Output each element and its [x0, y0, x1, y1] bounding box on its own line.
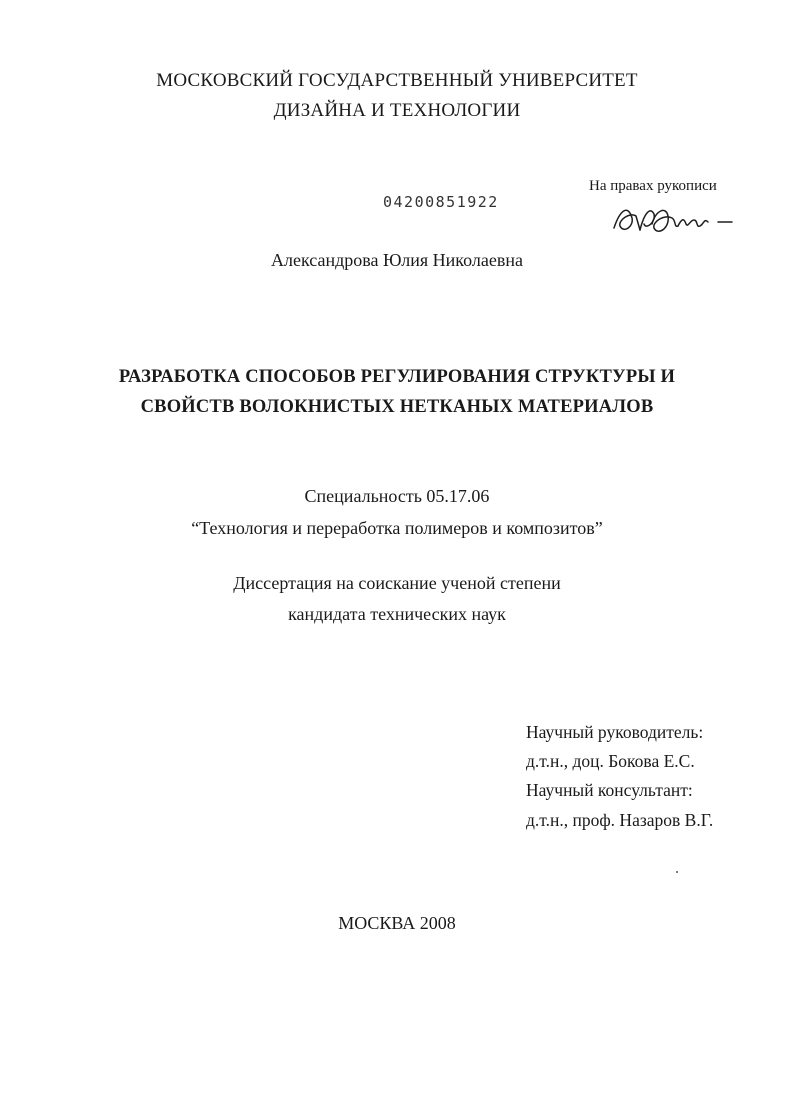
manuscript-rights-note: На правах рукописи [589, 178, 717, 194]
scan-speck [676, 871, 678, 873]
degree-line2: кандидата технических наук [288, 604, 506, 624]
dissertation-title-line2: СВОЙСТВ ВОЛОКНИСТЫХ НЕТКАНЫХ МАТЕРИАЛОВ [140, 397, 654, 417]
advisor-name: д.т.н., доц. Бокова Е.С. [526, 751, 695, 771]
degree-line1: Диссертация на соискание ученой степени [233, 573, 561, 593]
registration-code: 04200851922 [383, 193, 499, 211]
author-name: Александрова Юлия Николаевна [271, 250, 523, 270]
handwritten-signature [610, 200, 740, 242]
advisor-label: Научный руководитель: [526, 722, 704, 742]
consultant-label: Научный консультант: [526, 780, 693, 800]
consultant-name: д.т.н., проф. Назаров В.Г. [526, 810, 714, 830]
dissertation-title-line1: РАЗРАБОТКА СПОСОБОВ РЕГУЛИРОВАНИЯ СТРУКТУРЫ И [118, 367, 676, 387]
university-name-line1: МОСКОВСКИЙ ГОСУДАРСТВЕННЫЙ УНИВЕРСИТЕТ [156, 70, 638, 91]
specialty-name: “Технология и переработка полимеров и композитов” [191, 518, 603, 538]
city-year: МОСКВА 2008 [338, 913, 456, 933]
university-name-line2: ДИЗАЙНА И ТЕХНОЛОГИИ [273, 100, 521, 121]
specialty-number: Специальность 05.17.06 [304, 486, 490, 506]
